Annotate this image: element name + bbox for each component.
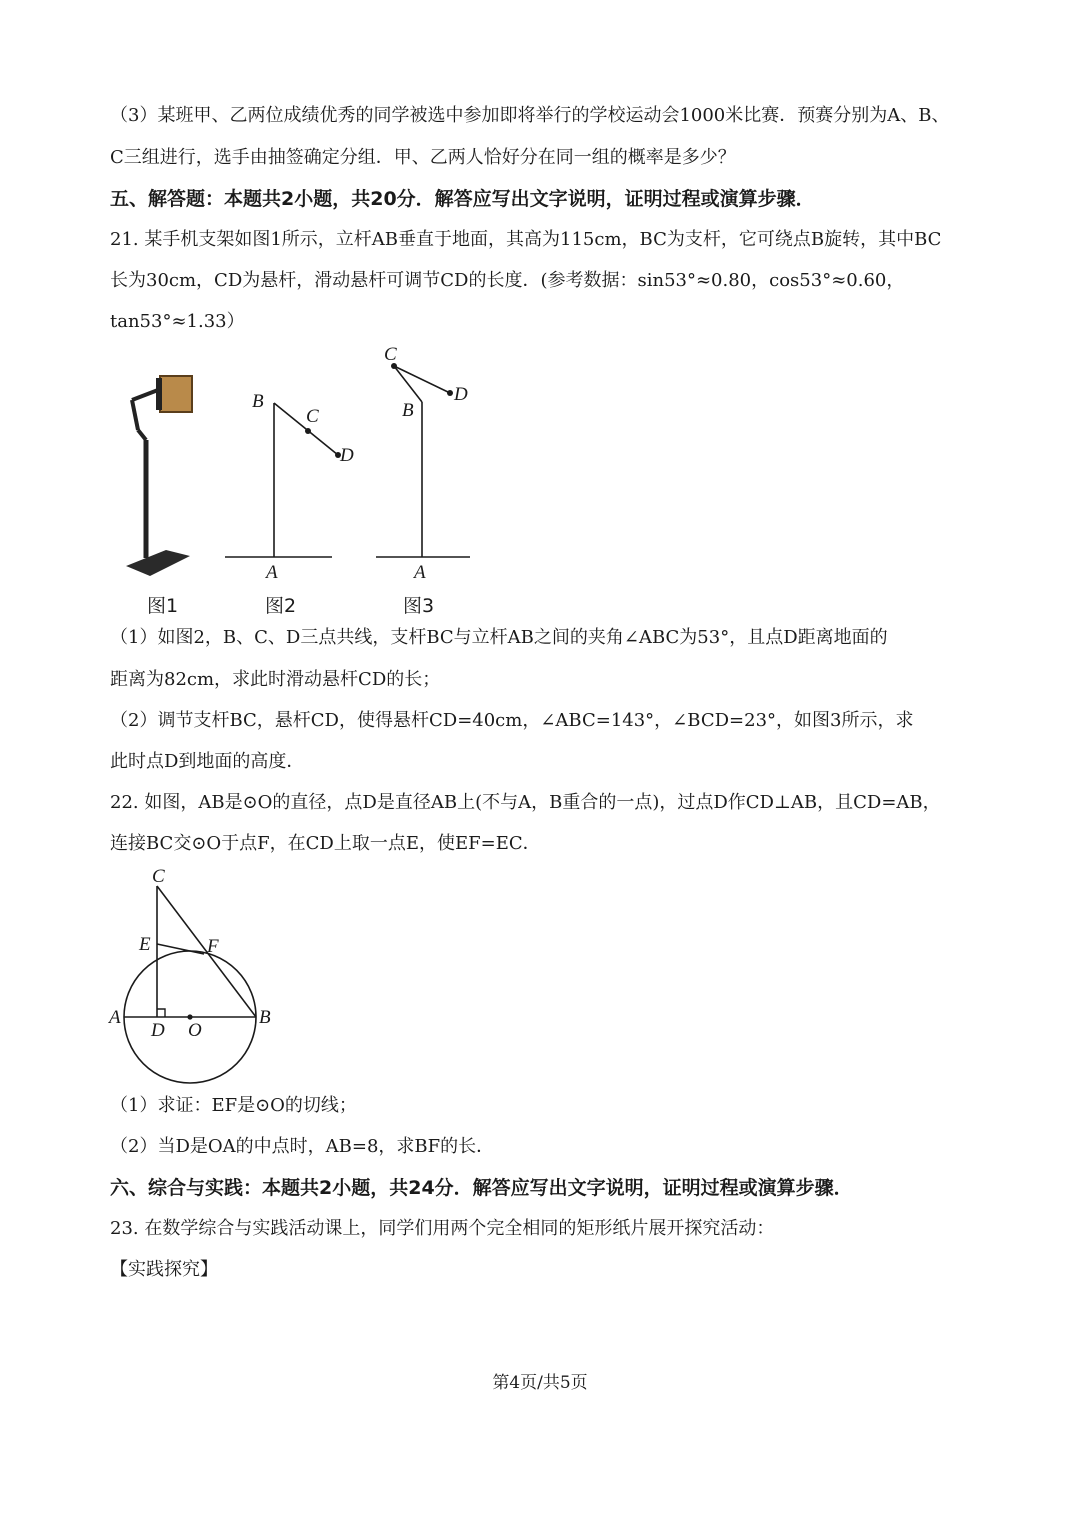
q22-label-o: O — [188, 1020, 202, 1041]
figure-3-caption: 图3 — [403, 595, 435, 617]
fig2-label-a: A — [266, 562, 278, 583]
q22-circle-figure — [105, 866, 285, 1086]
fig3-label-a: A — [414, 562, 426, 583]
q22-right-angle-mark — [157, 1009, 165, 1017]
fig3-point-d — [447, 390, 453, 396]
q20-part3-line1: （3）某班甲、乙两位成绩优秀的同学被选中参加即将举行的学校运动会1000米比赛．预赛分别为A、B、 — [110, 105, 950, 126]
q21-part2-line1: （2）调节支杆BC，悬杆CD，使得悬杆CD=40cm，∠ABC=143°，∠BCD=23°，如图3所示，求 — [110, 710, 914, 731]
q23-practice-heading: 【实践探究】 — [110, 1259, 218, 1280]
fig2-label-b: B — [252, 391, 264, 412]
q21-part2-line2: 此时点D到地面的高度． — [110, 751, 305, 772]
fig3-rod-cd — [394, 366, 450, 393]
q21-line1: 21. 某手机支架如图1所示，立杆AB垂直于地面，其高为115cm，BC为支杆，它可绕点B旋转，其中BC — [110, 229, 942, 250]
figure-1-caption: 图1 — [147, 595, 179, 617]
fig2-point-c — [305, 428, 311, 434]
q22-label-b: B — [259, 1007, 271, 1028]
q21-line2: 长为30cm，CD为悬杆，滑动悬杆可调节CD的长度．(参考数据：sin53°≈0.80，cos53°≈0.60， — [110, 270, 905, 291]
page-footer: 第4页/共5页 — [492, 1373, 588, 1393]
figure-1-phone-stand-photo — [120, 370, 200, 585]
section-5-heading: 五、解答题：本题共2小题，共20分．解答应写出文字说明，证明过程或演算步骤． — [110, 188, 815, 210]
fig3-label-b: B — [402, 400, 414, 421]
q22-part1: （1）求证：EF是⊙O的切线； — [110, 1095, 357, 1116]
q21-part1-line1: （1）如图2，B、C、D三点共线，支杆BC与立杆AB之间的夹角∠ABC为53°，且点D距离地面的 — [110, 627, 888, 648]
fig3-label-c: C — [384, 344, 397, 365]
q22-segment-ef — [157, 944, 204, 954]
fig2-label-c: C — [306, 406, 319, 427]
q22-line1: 22. 如图，AB是⊙O的直径，点D是直径AB上(不与A，B重合的一点)，过点D作CD⊥AB，且CD=AB， — [110, 792, 941, 813]
figure-2-diagram — [220, 385, 354, 585]
fig3-rod-bc — [394, 366, 422, 402]
q22-point-o — [187, 1014, 192, 1019]
q20-part3-line2: C三组进行，选手由抽签确定分组．甲、乙两人恰好分在同一组的概率是多少？ — [110, 147, 736, 168]
q22-label-e: E — [139, 934, 151, 955]
q23-line1: 23. 在数学综合与实践活动课上，同学们用两个完全相同的矩形纸片展开探究活动： — [110, 1218, 775, 1239]
figure-3-diagram — [372, 340, 482, 585]
q22-label-c: C — [152, 866, 165, 887]
q22-label-d: D — [151, 1020, 165, 1041]
q22-label-f: F — [207, 936, 219, 957]
q21-part1-line2: 距离为82cm，求此时滑动悬杆CD的长； — [110, 669, 441, 690]
fig2-label-d: D — [340, 445, 354, 466]
q22-line2: 连接BC交⊙O于点F，在CD上取一点E，使EF=EC． — [110, 833, 541, 854]
q22-label-a: A — [109, 1007, 121, 1028]
q22-part2: （2）当D是OA的中点时，AB=8，求BF的长． — [110, 1136, 495, 1157]
figure-2-caption: 图2 — [265, 595, 297, 617]
section-6-heading: 六、综合与实践：本题共2小题，共24分．解答应写出文字说明，证明过程或演算步骤． — [110, 1177, 853, 1199]
q21-line3: tan53°≈1.33） — [110, 311, 245, 332]
fig3-label-d: D — [454, 384, 468, 405]
